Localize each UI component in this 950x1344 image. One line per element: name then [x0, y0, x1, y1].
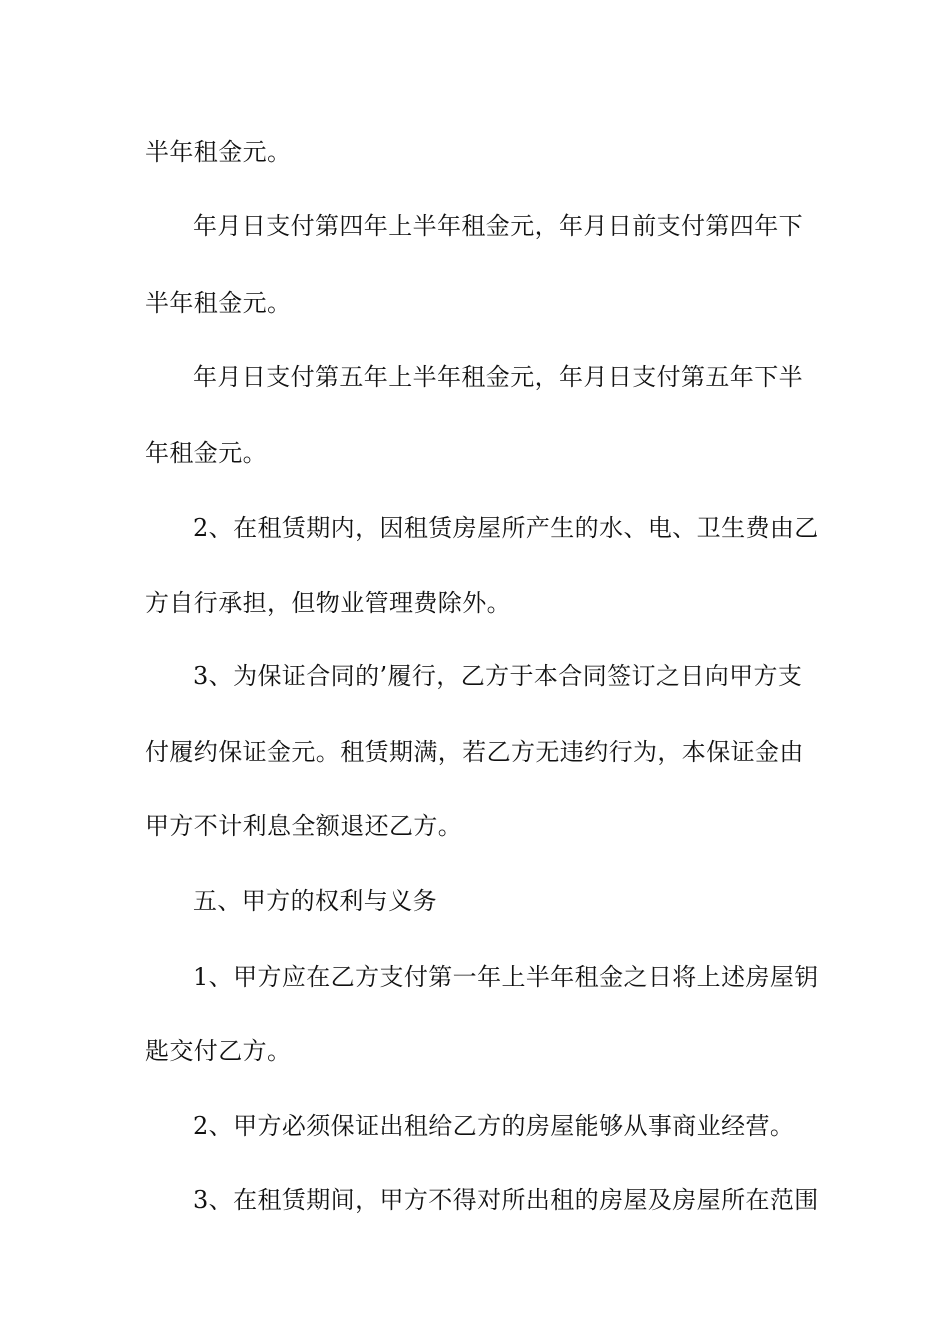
text-line: 方自行承担，但物业管理费除外。: [145, 589, 511, 617]
paragraph-line: 2、甲方必须保证出租给乙方的房屋能够从事商业经营。: [193, 1112, 795, 1140]
paragraph-line: 3、在租赁期间，甲方不得对所出租的房屋及房屋所在范围: [193, 1186, 819, 1214]
paragraph-line: 年月日支付第五年上半年租金元，年月日支付第五年下半: [193, 363, 803, 391]
text-line: 匙交付乙方。: [145, 1037, 292, 1065]
text-line: 甲方不计利息全额退还乙方。: [145, 812, 463, 840]
text-line: 半年租金元。: [145, 289, 292, 317]
text-line: 年租金元。: [145, 439, 267, 467]
paragraph-line: 年月日支付第四年上半年租金元，年月日前支付第四年下: [193, 212, 803, 240]
paragraph-line: 3、为保证合同的’履行，乙方于本合同签订之日向甲方支: [193, 662, 803, 690]
section-heading: 五、甲方的权利与义务: [193, 887, 437, 915]
paragraph-line: 1、甲方应在乙方支付第一年上半年租金之日将上述房屋钥: [193, 963, 819, 991]
paragraph-line: 2、在租赁期内，因租赁房屋所产生的水、电、卫生费由乙: [193, 514, 819, 542]
text-line: 半年租金元。: [145, 138, 292, 166]
text-line: 付履约保证金元。租赁期满，若乙方无违约行为，本保证金由: [145, 738, 804, 766]
